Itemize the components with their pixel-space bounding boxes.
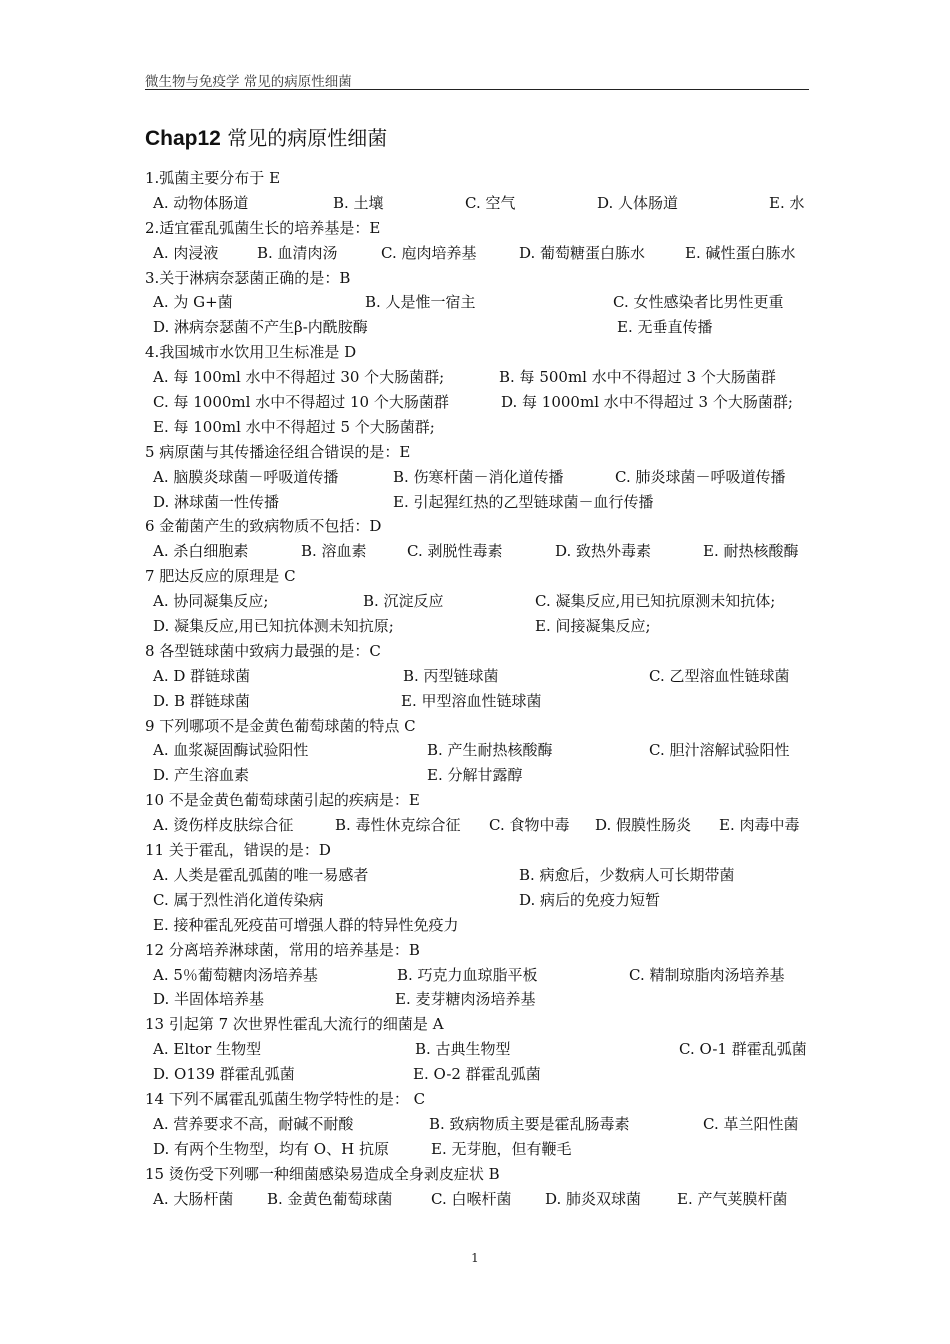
answer-option: E. 每 100ml 水中不得超过 5 个大肠菌群;: [153, 417, 435, 436]
answer-option: B. 产生耐热核酸酶: [427, 741, 553, 760]
option-row: [145, 191, 810, 216]
page-number: 1: [471, 1251, 479, 1265]
answer-option: C. 肺炎球菌－呼吸道传播: [615, 467, 786, 486]
question-stem: 6 金葡菌产生的致病物质不包括：D: [145, 517, 382, 536]
option-row: [145, 888, 810, 913]
answer-option: E. 麦芽糖肉汤培养基: [395, 990, 536, 1009]
answer-option: A. 5％葡萄糖肉汤培养基: [153, 965, 318, 984]
answer-option: D. 人体肠道: [597, 193, 679, 212]
answer-option: C. 每 1000ml 水中不得超过 10 个大肠菌群: [153, 393, 449, 412]
answer-option: D. 淋球菌一性传播: [153, 492, 280, 511]
chapter-title: [145, 122, 387, 151]
answer-option: E. O-2 群霍乱弧菌: [413, 1065, 541, 1084]
option-row: [145, 390, 810, 415]
answer-option: C. O-1 群霍乱弧菌: [679, 1040, 807, 1059]
answer-option: B. 血清肉汤: [257, 243, 338, 262]
answer-option: B. 土壤: [333, 193, 384, 212]
answer-option: E. 甲型溶血性链球菌: [401, 691, 542, 710]
answer-option: A. 营养要求不高，耐碱不耐酸: [153, 1114, 354, 1133]
option-row: [145, 689, 810, 714]
option-row: [145, 664, 810, 689]
question-stem: 9 下列哪项不是金黄色葡萄球菌的特点 C: [145, 716, 416, 735]
answer-option: B. 巧克力血琼脂平板: [397, 965, 538, 984]
answer-option: D. 每 1000ml 水中不得超过 3 个大肠菌群;: [501, 393, 793, 412]
question-stem: 11 关于霍乱，错误的是：D: [145, 841, 331, 860]
answer-option: B. 致病物质主要是霍乱肠毒素: [429, 1114, 630, 1133]
option-row: [145, 763, 810, 788]
answer-option: D. 假膜性肠炎: [595, 816, 692, 835]
answer-option: D. 有两个生物型，均有 O、H 抗原: [153, 1139, 389, 1158]
answer-option: A. D 群链球菌: [153, 666, 251, 685]
question-stem: 8 各型链球菌中致病力最强的是：C: [145, 641, 381, 660]
question-stem: 1.弧菌主要分布于 E: [145, 169, 281, 187]
answer-option: C. 精制琼脂肉汤培养基: [629, 965, 785, 984]
answer-option: E. 间接凝集反应;: [535, 617, 651, 636]
answer-option: E. 产气荚膜杆菌: [677, 1189, 788, 1208]
question-stem: 10 不是金黄色葡萄球菌引起的疾病是：E: [145, 791, 420, 810]
option-row: [145, 1112, 810, 1137]
answer-option: E. 无芽胞，但有鞭毛: [431, 1139, 572, 1158]
answer-option: E. 引起猩红热的乙型链球菌－血行传播: [393, 492, 654, 511]
answer-option: B. 金黄色葡萄球菌: [267, 1189, 393, 1208]
question-stem: 4.我国城市水饮用卫生标准是 D: [145, 343, 357, 362]
answer-option: C. 胆汁溶解试验阳性: [649, 741, 790, 760]
option-row: [145, 1037, 810, 1062]
header-divider: [145, 89, 809, 90]
answer-option: A. 为 G+菌: [153, 293, 233, 312]
option-row: [145, 614, 810, 639]
chapter-name: 常见的病原性细菌: [227, 126, 388, 150]
answer-option: C. 女性感染者比男性更重: [613, 293, 784, 312]
answer-option: B. 人是惟一宿主: [365, 293, 476, 312]
answer-option: D. B 群链球菌: [153, 691, 250, 710]
chapter-code: Chap12: [145, 127, 221, 150]
answer-option: E. 碱性蛋白胨水: [685, 243, 796, 262]
option-row: [145, 1137, 810, 1162]
question-list: [145, 166, 810, 1211]
answer-option: D. 致热外毒素: [555, 542, 652, 561]
question-stem: 2.适宜霍乱弧菌生长的培养基是：E: [145, 218, 381, 237]
answer-option: D. 肺炎双球菌: [545, 1189, 642, 1208]
answer-option: C. 凝集反应,用已知抗原测未知抗体;: [535, 592, 776, 611]
question-stem: 3.关于淋病奈瑟菌正确的是：B: [145, 268, 351, 287]
answer-option: D. 凝集反应,用已知抗体测未知抗原;: [153, 617, 394, 636]
answer-option: C. 革兰阳性菌: [703, 1114, 799, 1133]
answer-option: D. 产生溶血素: [153, 766, 250, 785]
option-row: [145, 241, 810, 266]
answer-option: A. 每 100ml 水中不得超过 30 个大肠菌群;: [153, 368, 445, 387]
option-row: [145, 465, 810, 490]
answer-option: B. 溶血素: [301, 542, 367, 561]
answer-option: A. 大肠杆菌: [153, 1189, 234, 1208]
option-row: [145, 589, 810, 614]
answer-option: D. 葡萄糖蛋白胨水: [519, 243, 646, 262]
answer-option: A. Eltor 生物型: [153, 1040, 262, 1059]
answer-option: C. 庖肉培养基: [381, 243, 477, 262]
answer-option: C. 属于烈性消化道传染病: [153, 890, 324, 909]
answer-option: A. 杀白细胞素: [153, 542, 249, 561]
answer-option: B. 病愈后，少数病人可长期带菌: [519, 865, 735, 884]
answer-option: D. 淋病奈瑟菌不产生β-内酰胺酶: [153, 318, 368, 337]
answer-option: E. 水: [769, 193, 805, 212]
answer-option: A. 肉浸液: [153, 243, 219, 262]
answer-option: A. 烫伤样皮肤综合征: [153, 816, 294, 835]
answer-option: B. 毒性休克综合征: [335, 816, 461, 835]
option-row: [145, 1062, 810, 1087]
question-stem: 15 烫伤受下列哪一种细菌感染易造成全身剥皮症状 B: [145, 1164, 500, 1183]
option-row: [145, 539, 810, 564]
question-stem: 5 病原菌与其传播途径组合错误的是：E: [145, 442, 411, 461]
option-row: [145, 315, 810, 340]
answer-option: C. 食物中毒: [489, 816, 570, 835]
answer-option: E. 分解甘露醇: [427, 766, 523, 785]
option-row: [145, 913, 810, 938]
answer-option: C. 乙型溶血性链球菌: [649, 666, 790, 685]
option-row: [145, 490, 810, 515]
answer-option: D. 半固体培养基: [153, 990, 265, 1009]
question-stem: 14 下列不属霍乱弧菌生物学特性的是： C: [145, 1089, 426, 1108]
option-row: [145, 863, 810, 888]
option-row: [145, 290, 810, 315]
answer-option: C. 空气: [465, 193, 516, 212]
answer-option: D. O139 群霍乱弧菌: [153, 1065, 295, 1084]
answer-option: E. 接种霍乱死疫苗可增强人群的特异性免疫力: [153, 915, 459, 934]
option-row: [145, 365, 810, 390]
answer-option: D. 病后的免疫力短暂: [519, 890, 661, 909]
question-stem: 12 分离培养淋球菌，常用的培养基是：B: [145, 940, 420, 959]
answer-option: B. 古典生物型: [415, 1040, 511, 1059]
question-stem: 7 肥达反应的原理是 C: [145, 567, 296, 586]
answer-option: B. 伤寒杆菌－消化道传播: [393, 467, 564, 486]
answer-option: A. 动物体肠道: [153, 193, 249, 212]
option-row: [145, 1187, 810, 1212]
answer-option: E. 无垂直传播: [617, 318, 713, 337]
answer-option: A. 血浆凝固酶试验阳性: [153, 741, 309, 760]
option-row: [145, 738, 810, 763]
option-row: [145, 813, 810, 838]
answer-option: C. 剥脱性毒素: [407, 542, 503, 561]
answer-option: A. 人类是霍乱弧菌的唯一易感者: [153, 865, 369, 884]
answer-option: B. 丙型链球菌: [403, 666, 499, 685]
option-row: [145, 987, 810, 1012]
answer-option: A. 脑膜炎球菌－呼吸道传播: [153, 467, 339, 486]
question-stem: 13 引起第 7 次世界性霍乱大流行的细菌是 A: [145, 1015, 444, 1034]
page-header: 微生物与免疫学 常见的病原性细菌: [145, 74, 352, 90]
answer-option: C. 白喉杆菌: [431, 1189, 512, 1208]
option-row: [145, 415, 810, 440]
answer-option: B. 每 500ml 水中不得超过 3 个大肠菌群: [499, 368, 776, 387]
option-row: [145, 963, 810, 988]
answer-option: E. 耐热核酸酶: [703, 542, 799, 561]
answer-option: E. 肉毒中毒: [719, 816, 800, 835]
answer-option: A. 协同凝集反应;: [153, 592, 269, 611]
answer-option: B. 沉淀反应: [363, 592, 444, 611]
